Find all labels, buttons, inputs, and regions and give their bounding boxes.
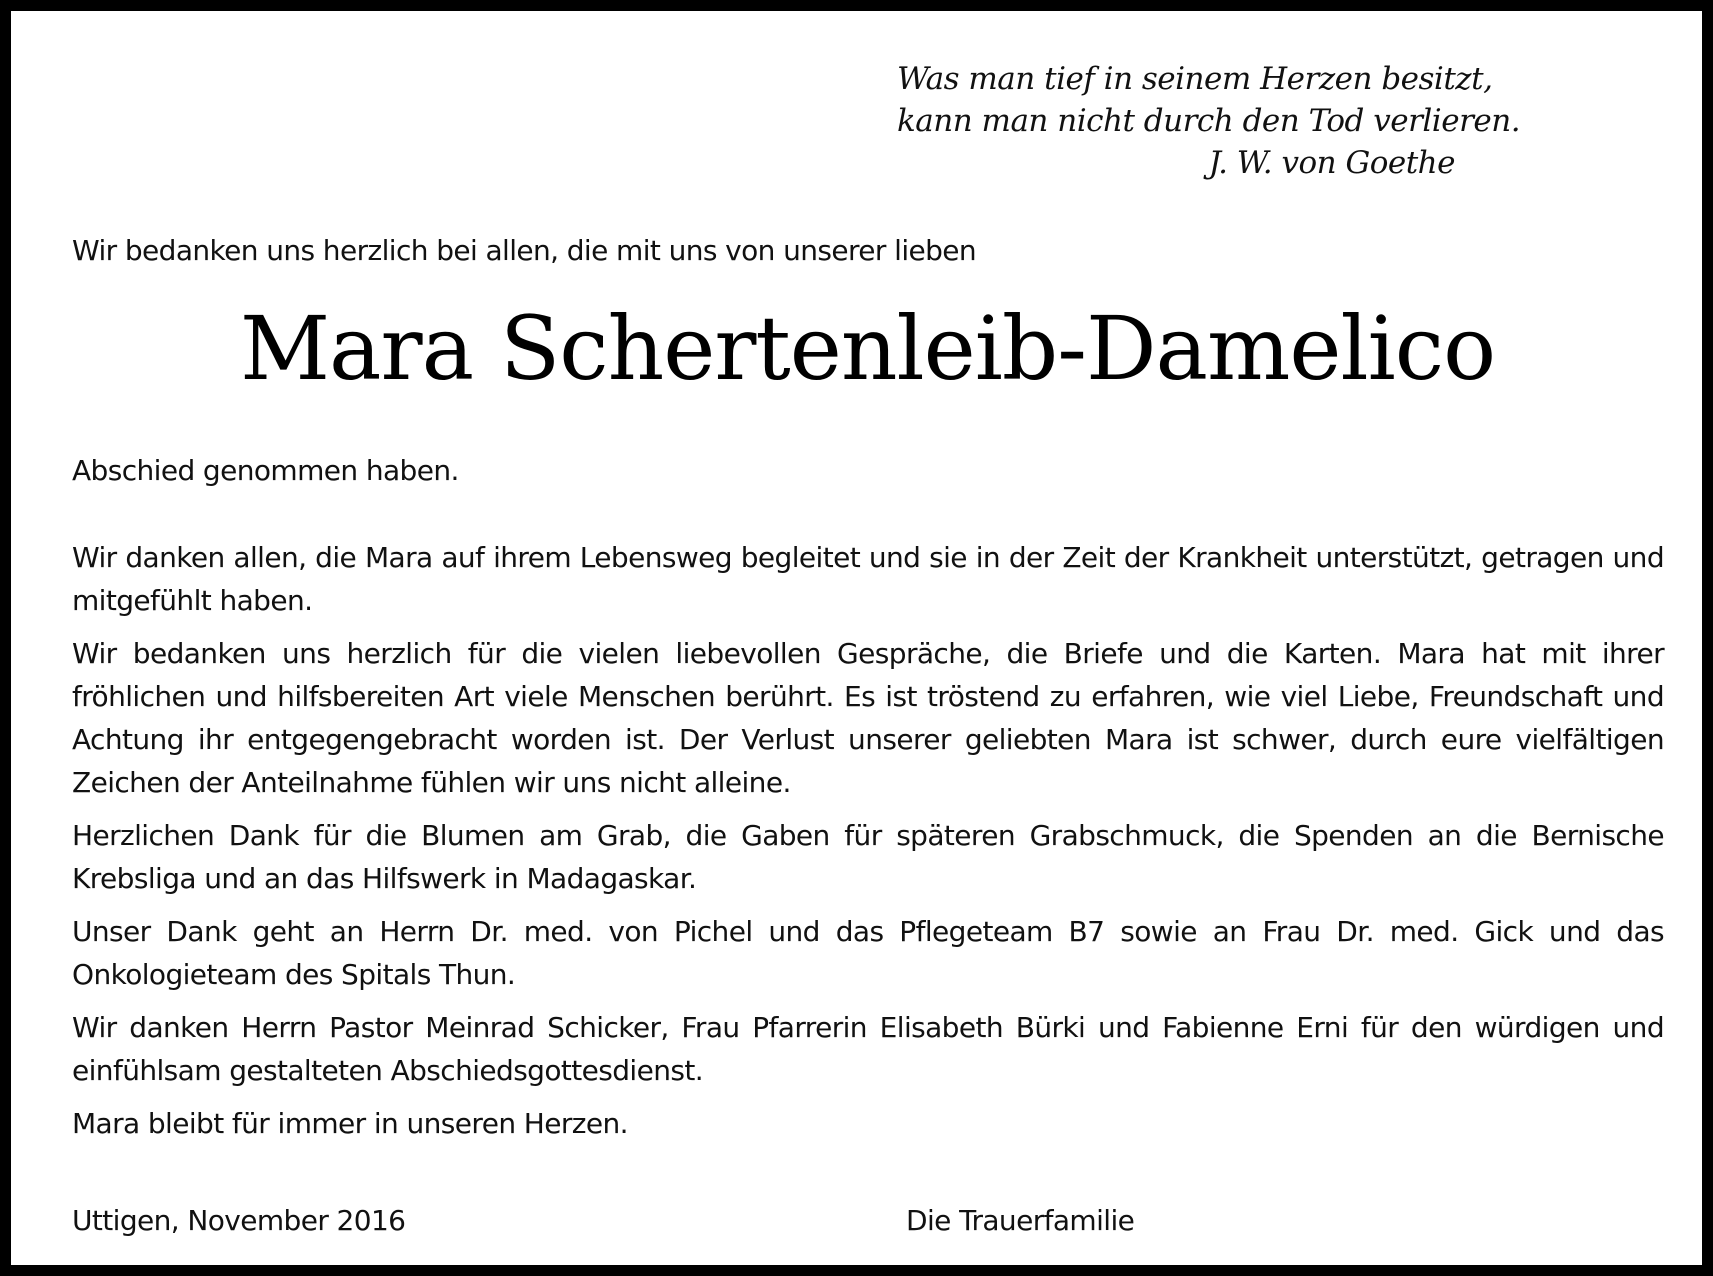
quote-author: J. W. von Goethe bbox=[1208, 145, 1455, 181]
paragraph-lifelong-support: Wir danken allen, die Mara auf ihrem Lebensweg begleitet und sie in der Zeit der Krankheit unterstützt, getragen und mitgefühlt haben. bbox=[72, 541, 1664, 617]
deceased-name: Mara Schertenleib-Damelico bbox=[239, 297, 1496, 400]
paragraph-service-thanks: Wir danken Herrn Pastor Meinrad Schicker, Frau Pfarrerin Elisabeth Bürki und Fabienne Erni für den würdigen und einfühlsam gestalteten Abschiedsgottesdienst. bbox=[72, 1011, 1664, 1087]
intro-text: Wir bedanken uns herzlich bei allen, die mit uns von unserer lieben bbox=[72, 234, 977, 267]
quote-line-1: Was man tief in seinem Herzen besitzt, bbox=[897, 61, 1493, 97]
paragraph-flowers-donations: Herzlichen Dank für die Blumen am Grab, die Gaben für späteren Grabschmuck, die Spenden an die Bernische Krebsliga und an das Hilfswerk in Madagaskar. bbox=[72, 819, 1664, 895]
paragraph-conversations: Wir bedanken uns herzlich für die vielen liebevollen Gespräche, die Briefe und die Karten. Mara hat mit ihrer fröhlichen und hilfsbereiten Art viele Menschen berührt. Es ist tröstend zu erfahren, wie viel Liebe, Freundschaft und Achtung ihr entgegengebracht worden ist. Der Verlust unserer geliebten Mara ist schwer, durch eure vielfältigen Zeichen der Anteilnahme fühlen wir uns nicht alleine. bbox=[72, 637, 1664, 799]
paragraph-medical-thanks: Unser Dank geht an Herrn Dr. med. von Pichel und das Pflegeteam B7 sowie an Frau Dr. med. Gick und das Onkologieteam des Spitals Thun. bbox=[72, 915, 1664, 991]
farewell-text: Abschied genommen haben. bbox=[72, 454, 459, 487]
paragraph-closing: Mara bleibt für immer in unseren Herzen. bbox=[72, 1107, 628, 1140]
quote-line-2: kann man nicht durch den Tod verlieren. bbox=[897, 103, 1521, 139]
signature: Die Trauerfamilie bbox=[906, 1204, 1135, 1237]
place-date: Uttigen, November 2016 bbox=[72, 1204, 406, 1237]
goethe-quote bbox=[897, 58, 1521, 184]
thanks-body bbox=[72, 536, 1664, 1155]
